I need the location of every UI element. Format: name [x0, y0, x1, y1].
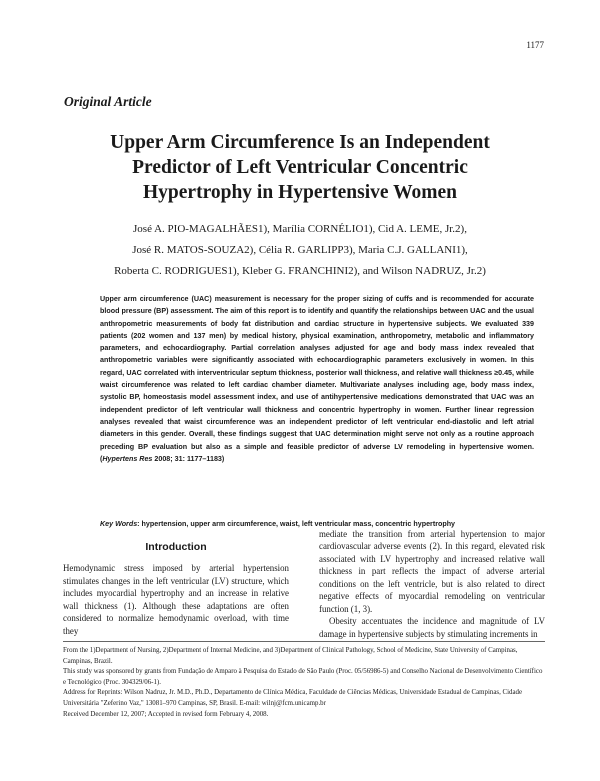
left-column: [63, 541, 289, 637]
body-paragraph: Obesity accentuates the incidence and magnitude of LV damage in hypertensive subjects by stimulating increments in: [319, 616, 545, 639]
abstract-body: Upper arm circumference (UAC) measurement is necessary for the proper sizing of cuffs and is recommended for accurate blood pressure (BP) assessment. The aim of this report is to identify and quantify the relationships between UAC and the usual anthropometric measurements of body fat distribution and cardiac structure in hypertensive subjects. We evaluated 339 patients (202 women and 137 men) by medical history, physical examination, anthropometry, metabolic and inflammatory parameters, and echocardiography. Partial correlation analyses adjusted for age and body mass index revealed that anthropometric variables were significantly associated with echocardiographic parameters exclusively in women. In this regard, UAC correlated with interventricular septum thickness, posterior wall thickness, and relative wall thickness ≥0.45, while waist circumference was related to left cardiac chamber diameter. Multivariate analyses including age, body mass index, systolic BP, homeostasis model assessment index, and use of antihypertensive medications demonstrated that UAC was an independent predictor of left ventricular wall thickness and concentric hypertrophy in women. Further linear regression analyses revealed that waist circumference was an independent predictor of left ventricular end-diastolic and left atrial diameters in this gender. Overall, these findings suggest that UAC determination might serve not only as a routine approach preceding BP evaluation but also as a simple and feasible predictor of adverse LV remodeling in hypertensive women. (: [100, 295, 534, 463]
footnote-funding: This study was sponsored by grants from Fundação de Amparo à Pesquisa do Estado de São Paulo (Proc. 05/56986-5) and Conselho Nacional de Desenvolvimento Científico e Tecnológico (Proc. 304329/06-1).: [63, 668, 543, 686]
section-heading-introduction: Introduction: [145, 541, 207, 553]
footnote-address: Address for Reprints: Wilson Nadruz, Jr. M.D., Ph.D., Departamento de Clínica Médica, Faculdade de Ciências Médicas, Universidade Estadual de Campinas, Cidade Universitária "Zeferino Vaz," 13081–970 Campinas, SP, Brasil. E-mail: wilnj@fcm.unicamp.br: [63, 689, 523, 707]
abstract-citation-tail: 2008; 31: 1177–1183): [152, 454, 225, 463]
author-line: José R. MATOS-SOUZA2), Célia R. GARLIPP3), Maria C.J. GALLANI1),: [132, 244, 468, 256]
author-line: José A. PIO-MAGALHÃES1), Marília CORNÉLIO1), Cid A. LEME, Jr.2),: [133, 223, 467, 235]
title-line: Hypertrophy in Hypertensive Women: [143, 182, 457, 203]
title-line: Upper Arm Circumference Is an Independent: [110, 132, 490, 153]
footnote-affiliations: From the 1)Department of Nursing, 2)Department of Internal Medicine, and 3)Department of Clinical Pathology, School of Medicine, State University of Campinas, Campinas, Brazil.: [63, 647, 518, 665]
keywords-label: Key Words: [100, 520, 138, 528]
article-type-label: Original Article: [64, 94, 152, 109]
title-line: Predictor of Left Ventricular Concentric: [132, 157, 468, 178]
keywords-text: : hypertension, upper arm circumference, waist, left ventricular mass, concentric hypertrophy: [137, 520, 456, 528]
article-title: [0, 130, 600, 205]
right-column: [319, 528, 545, 640]
footnote-received: Received December 12, 2007; Accepted in revised form February 4, 2008.: [63, 710, 269, 718]
introduction-paragraph: Hemodynamic stress imposed by arterial hypertension stimulates changes in the left ventricular (LV) structure, which includes myocardial hypertrophy and an increase in relative wall thickness (1). Although these adaptations are often considered to normalize hemodynamic overload, with time they: [63, 563, 289, 636]
body-paragraph: mediate the transition from arterial hypertension to major cardiovascular adverse events (2). In this regard, elevated risk associated with LV hypertrophy and increased relative wall thickness in part reflects the impact of adverse arterial conditions on the left ventricle, but is also related to direct negative effects of myocardial remodeling on ventricular function (1, 3).: [319, 529, 545, 614]
abstract: [100, 293, 534, 465]
author-line: Roberta C. RODRIGUES1), Kleber G. FRANCHINI2), and Wilson NADRUZ, Jr.2): [114, 265, 486, 277]
footnotes: [63, 646, 545, 720]
author-list: [60, 219, 540, 282]
footnote-divider: [63, 641, 545, 642]
page-number: 1177: [526, 40, 544, 50]
abstract-citation: Hypertens Res: [102, 454, 153, 463]
